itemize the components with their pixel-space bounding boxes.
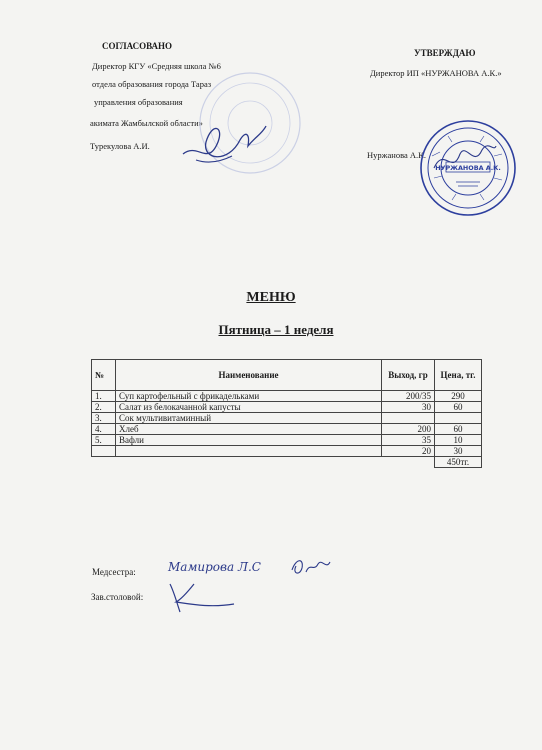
table-row xyxy=(92,446,482,457)
row-name: Вафли xyxy=(116,435,382,446)
row-name: Салат из белокачанной капусты xyxy=(116,402,382,413)
row-output: 35 xyxy=(382,435,435,446)
row-price xyxy=(435,413,482,424)
approved-line: Нуржанова А.К. xyxy=(367,150,426,160)
row-output: 20 xyxy=(382,446,435,457)
page-subtitle: Пятница – 1 неделя xyxy=(218,322,334,337)
agreed-line: управления образования xyxy=(94,97,183,107)
agreed-line: Турекулова А.И. xyxy=(90,141,150,151)
row-output: 200 xyxy=(382,424,435,435)
header-output: Выход, гр xyxy=(382,360,435,391)
row-name: Суп картофельный с фрикадельками xyxy=(116,391,382,402)
row-num: 3. xyxy=(92,413,116,424)
row-name xyxy=(116,446,382,457)
approved-line: Директор ИП «НУРЖАНОВА А.К.» xyxy=(370,68,502,78)
table-row xyxy=(92,413,482,424)
agreed-line: Директор КГУ «Средняя школа №6 xyxy=(92,61,221,71)
row-num: 4. xyxy=(92,424,116,435)
approved-heading: УТВЕРЖДАЮ xyxy=(414,48,476,58)
row-output: 30 xyxy=(382,402,435,413)
row-num xyxy=(92,446,116,457)
header-num: № xyxy=(92,360,116,391)
row-name: Хлеб xyxy=(116,424,382,435)
stamp-center-text: НУРЖАНОВА А.К. xyxy=(435,164,501,172)
row-price: 60 xyxy=(435,402,482,413)
row-price: 30 xyxy=(435,446,482,457)
row-price: 10 xyxy=(435,435,482,446)
total-value: 450тг. xyxy=(435,457,482,468)
agreed-line: отдела образования города Тараз xyxy=(92,79,212,89)
canteen-signature-icon xyxy=(160,578,240,618)
nurse-label: Медсестра: xyxy=(92,567,136,577)
canteen-label: Зав.столовой: xyxy=(91,592,144,602)
table-row xyxy=(92,391,482,402)
row-num: 5. xyxy=(92,435,116,446)
approver-signature-icon xyxy=(430,138,500,178)
row-output xyxy=(382,413,435,424)
table-total-row xyxy=(92,457,482,468)
header-price: Цена, тг. xyxy=(435,360,482,391)
header-name: Наименование xyxy=(116,360,382,391)
row-num: 2. xyxy=(92,402,116,413)
director-signature-icon xyxy=(178,112,268,172)
agreed-heading: СОГЛАСОВАНО xyxy=(102,41,173,51)
page-title: МЕНЮ xyxy=(246,290,296,305)
menu-table xyxy=(91,359,482,468)
table-row xyxy=(92,435,482,446)
table-row xyxy=(92,424,482,435)
table-row xyxy=(92,402,482,413)
nurse-handwriting: Мамирова Л.С xyxy=(168,560,261,574)
row-name: Сок мультивитаминный xyxy=(116,413,382,424)
row-price: 290 xyxy=(435,391,482,402)
nurse-signature-icon xyxy=(288,556,332,578)
row-num: 1. xyxy=(92,391,116,402)
row-price: 60 xyxy=(435,424,482,435)
agreed-line: акимата Жамбылской области» xyxy=(90,118,203,128)
row-output: 200/35 xyxy=(382,391,435,402)
table-header-row xyxy=(92,360,482,391)
